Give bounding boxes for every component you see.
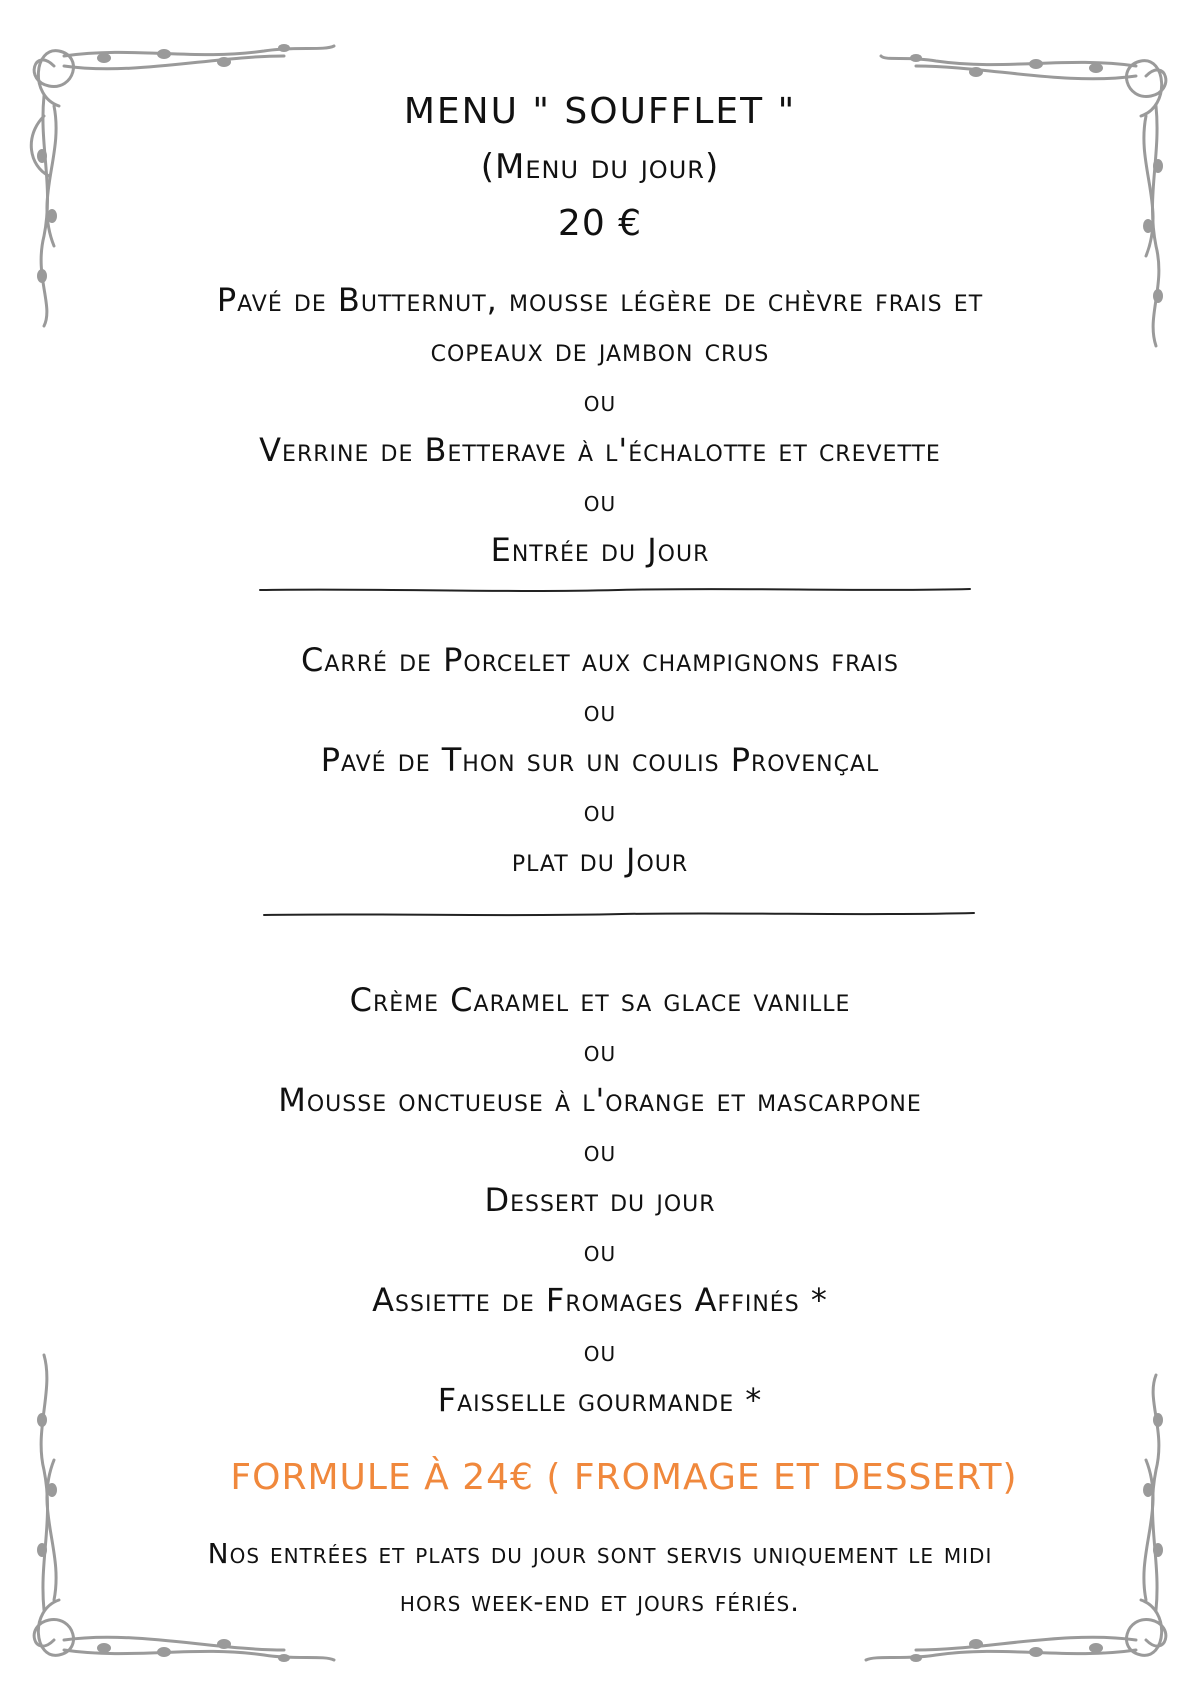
dessert-or-1: ou (583, 1035, 617, 1068)
entree-or-2: ou (583, 485, 617, 518)
dessert-or-2: ou (583, 1135, 617, 1168)
menu-price: 20 € (557, 203, 643, 244)
plat-item-3: plat du Jour (511, 841, 689, 879)
plat-or-1: ou (583, 695, 617, 728)
plat-item-2: Pavé de Thon sur un coulis Provençal (320, 741, 880, 779)
divider-2 (262, 908, 976, 920)
formula-offer: FORMULE À 24€ ( FROMAGE ET DESSERT) (230, 1457, 1018, 1498)
menu-title: MENU " SOUFFLET " (403, 91, 797, 132)
entree-item-2: Verrine de Betterave à l'échalotte et crevette (259, 431, 941, 469)
service-note-line-1: Nos entrées et plats du jour sont servis uniquement le midi (207, 1537, 993, 1570)
plat-item-1: Carré de Porcelet aux champignons frais (301, 641, 899, 679)
dessert-item-5: Faisselle gourmande * (437, 1381, 763, 1419)
plat-or-2: ou (583, 795, 617, 828)
ornament-bottom-right (856, 1370, 1186, 1680)
divider-1 (258, 584, 972, 596)
dessert-or-3: ou (583, 1235, 617, 1268)
dessert-or-4: ou (583, 1335, 617, 1368)
service-note-line-2: hors week-end et jours fériés. (399, 1585, 801, 1618)
entree-item-1-line-1: Pavé de Butternut, mousse légère de chèvre frais et (216, 281, 984, 319)
dessert-item-3: Dessert du jour (484, 1181, 716, 1219)
menu-subtitle: (Menu du jour) (480, 147, 720, 187)
dessert-item-1: Crème Caramel et sa glace vanille (349, 981, 851, 1019)
dessert-item-4: Assiette de Fromages Affinés * (372, 1281, 828, 1319)
entree-item-1-line-2: copeaux de jambon crus (430, 331, 770, 369)
entree-or-1: ou (583, 385, 617, 418)
entree-item-3: Entrée du Jour (490, 531, 710, 569)
dessert-item-2: Mousse onctueuse à l'orange et mascarpone (278, 1081, 922, 1119)
